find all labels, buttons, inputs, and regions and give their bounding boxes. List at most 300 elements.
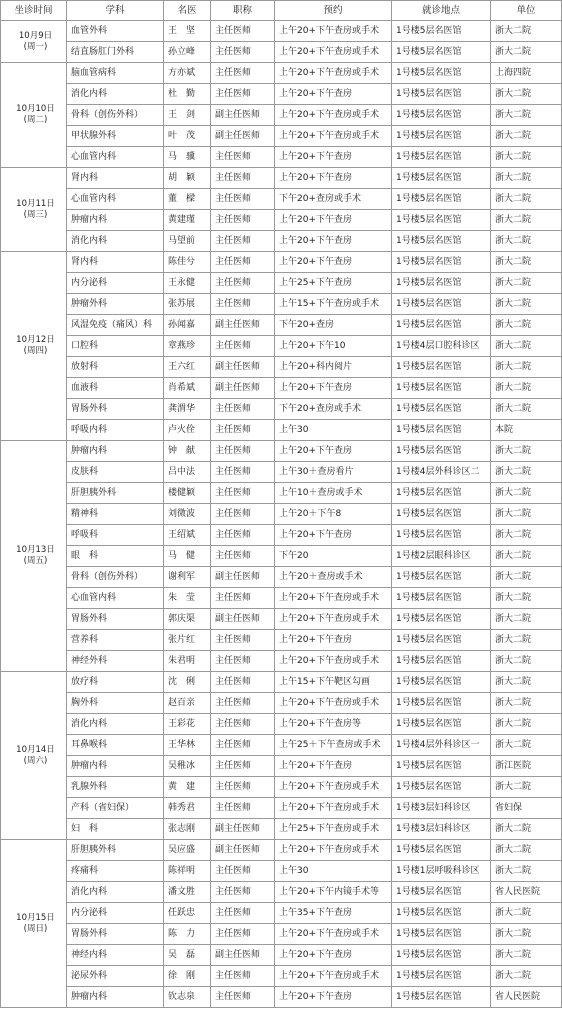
department-cell: 乳腺外科 xyxy=(67,777,164,798)
header-time: 坐诊时间 xyxy=(1,1,67,21)
table-row xyxy=(1,567,562,588)
header-unit: 单位 xyxy=(491,1,562,21)
title-cell: 主任医师 xyxy=(211,924,275,945)
table-row xyxy=(1,105,562,126)
appointment-cell: 上午35+下午查房 xyxy=(275,903,392,924)
unit-cell: 浙大二院 xyxy=(491,168,562,189)
table-row xyxy=(1,168,562,189)
doctor-cell: 章燕珍 xyxy=(164,336,211,357)
appointment-cell: 上午20+下午查房或手术 xyxy=(275,651,392,672)
table-row xyxy=(1,903,562,924)
title-cell: 主任医师 xyxy=(211,987,275,1008)
appointment-cell: 上午20+下午查房或手术 xyxy=(275,42,392,63)
appointment-cell: 上午20+下午查房 xyxy=(275,756,392,777)
table-row xyxy=(1,861,562,882)
location-cell: 1号楼5层名医馆 xyxy=(392,630,491,651)
table-row xyxy=(1,819,562,840)
table-row xyxy=(1,399,562,420)
unit-cell: 浙大二院 xyxy=(491,231,562,252)
unit-cell: 浙大二院 xyxy=(491,105,562,126)
location-cell: 1号楼5层名医馆 xyxy=(392,252,491,273)
title-cell: 主任医师 xyxy=(211,231,275,252)
location-cell: 1号楼5层名医馆 xyxy=(392,21,491,42)
department-cell: 神经外科 xyxy=(67,651,164,672)
title-cell: 主任医师 xyxy=(211,84,275,105)
location-cell: 1号楼5层名医馆 xyxy=(392,483,491,504)
table-row xyxy=(1,546,562,567)
table-row xyxy=(1,252,562,273)
unit-cell: 浙大二院 xyxy=(491,378,562,399)
unit-cell: 浙大二院 xyxy=(491,147,562,168)
location-cell: 1号楼1层呼吸科诊区 xyxy=(392,861,491,882)
location-cell: 1号楼5层名医馆 xyxy=(392,987,491,1008)
doctor-cell: 杜 勤 xyxy=(164,84,211,105)
unit-cell: 浙大二院 xyxy=(491,315,562,336)
unit-cell: 浙大二院 xyxy=(491,21,562,42)
table-row xyxy=(1,63,562,84)
appointment-cell: 上午20+下午查房 xyxy=(275,210,392,231)
location-cell: 1号楼5层名医馆 xyxy=(392,609,491,630)
header-department: 学科 xyxy=(67,1,164,21)
unit-cell: 浙大二院 xyxy=(491,504,562,525)
department-cell: 放射科 xyxy=(67,357,164,378)
appointment-cell: 下午20+查房或手术 xyxy=(275,399,392,420)
location-cell: 1号楼5层名医馆 xyxy=(392,504,491,525)
appointment-cell: 上午20+下午查房 xyxy=(275,84,392,105)
appointment-cell: 上午25＋下午查房或手术 xyxy=(275,735,392,756)
appointment-cell: 上午20+下午查房或手术 xyxy=(275,777,392,798)
unit-cell: 浙大二院 xyxy=(491,735,562,756)
table-row xyxy=(1,420,562,441)
appointment-cell: 下午20+查房或手术 xyxy=(275,189,392,210)
department-cell: 心血管内科 xyxy=(67,147,164,168)
unit-cell: 浙大二院 xyxy=(491,189,562,210)
weekday-label: (周二) xyxy=(23,115,48,125)
department-cell: 心血管内科 xyxy=(67,189,164,210)
department-cell: 甲状腺外科 xyxy=(67,126,164,147)
date-label: 10月10日 xyxy=(16,104,55,114)
unit-cell: 浙大二院 xyxy=(491,294,562,315)
location-cell: 1号楼5层名医馆 xyxy=(392,63,491,84)
title-cell: 主任医师 xyxy=(211,525,275,546)
table-row xyxy=(1,777,562,798)
header-row xyxy=(1,1,562,21)
title-cell: 副主任医师 xyxy=(211,357,275,378)
location-cell: 1号楼5层名医馆 xyxy=(392,42,491,63)
table-row xyxy=(1,231,562,252)
appointment-cell: 上午30 xyxy=(275,420,392,441)
table-row xyxy=(1,651,562,672)
unit-cell: 浙大二院 xyxy=(491,525,562,546)
title-cell: 主任医师 xyxy=(211,252,275,273)
appointment-cell: 上午20+下午查房 xyxy=(275,945,392,966)
appointment-cell: 上午30＋查房看片 xyxy=(275,462,392,483)
department-cell: 消化内科 xyxy=(67,231,164,252)
appointment-cell: 下午20+查房 xyxy=(275,315,392,336)
department-cell: 妇 科 xyxy=(67,819,164,840)
title-cell: 主任医师 xyxy=(211,21,275,42)
doctor-cell: 叶 茂 xyxy=(164,126,211,147)
title-cell: 主任医师 xyxy=(211,630,275,651)
appointment-cell: 上午20+下午查房或手术 xyxy=(275,693,392,714)
weekday-label: (周六) xyxy=(23,755,48,766)
department-cell: 消化内科 xyxy=(67,84,164,105)
appointment-cell: 上午20+下午查房 xyxy=(275,168,392,189)
doctor-cell: 吴 磊 xyxy=(164,945,211,966)
doctor-cell: 钦志泉 xyxy=(164,987,211,1008)
department-cell: 肿瘤内科 xyxy=(67,987,164,1008)
doctor-cell: 肖希斌 xyxy=(164,378,211,399)
title-cell: 副主任医师 xyxy=(211,105,275,126)
doctor-cell: 马 骥 xyxy=(164,147,211,168)
unit-cell: 浙大二院 xyxy=(491,252,562,273)
department-cell: 营养科 xyxy=(67,630,164,651)
department-cell: 消化内科 xyxy=(67,882,164,903)
table-row xyxy=(1,693,562,714)
weekday-label: (周日) xyxy=(23,923,48,934)
appointment-cell: 上午30 xyxy=(275,861,392,882)
location-cell: 1号楼4层口腔科诊区 xyxy=(392,336,491,357)
table-row xyxy=(1,609,562,630)
doctor-cell: 董 樑 xyxy=(164,189,211,210)
title-cell: 主任医师 xyxy=(211,672,275,693)
unit-cell: 上海四院 xyxy=(491,63,562,84)
title-cell: 主任医师 xyxy=(211,756,275,777)
doctor-cell: 孙立峰 xyxy=(164,42,211,63)
department-cell: 血管外科 xyxy=(67,21,164,42)
table-row xyxy=(1,798,562,819)
appointment-cell: 上午20+下午查房或手术 xyxy=(275,798,392,819)
department-cell: 脑血管病科 xyxy=(67,63,164,84)
department-cell: 消化内科 xyxy=(67,714,164,735)
unit-cell: 浙大二院 xyxy=(491,945,562,966)
appointment-cell: 上午20+下午查房 xyxy=(275,378,392,399)
doctor-cell: 马望前 xyxy=(164,231,211,252)
unit-cell: 浙大二院 xyxy=(491,567,562,588)
table-row xyxy=(1,840,562,861)
appointment-cell: 上午20+下午查房或手术 xyxy=(275,588,392,609)
location-cell: 1号楼5层名医馆 xyxy=(392,399,491,420)
table-row xyxy=(1,84,562,105)
department-cell: 胃肠外科 xyxy=(67,609,164,630)
table-row xyxy=(1,273,562,294)
table-row xyxy=(1,504,562,525)
unit-cell: 浙大二院 xyxy=(491,630,562,651)
doctor-cell: 朱君明 xyxy=(164,651,211,672)
location-cell: 1号楼5层名医馆 xyxy=(392,882,491,903)
date-label: 10月12日 xyxy=(16,335,55,345)
table-row xyxy=(1,987,562,1008)
location-cell: 1号楼3层妇科诊区 xyxy=(392,798,491,819)
unit-cell: 本院 xyxy=(491,420,562,441)
location-cell: 1号楼5层名医馆 xyxy=(392,126,491,147)
title-cell: 主任医师 xyxy=(211,735,275,756)
doctor-cell: 王 剑 xyxy=(164,105,211,126)
title-cell: 主任医师 xyxy=(211,273,275,294)
appointment-cell: 上午20+下午查房或手术 xyxy=(275,966,392,987)
department-cell: 内分泌科 xyxy=(67,903,164,924)
appointment-cell: 上午20+下午内镜手术等 xyxy=(275,882,392,903)
date-cell xyxy=(1,672,67,840)
appointment-cell: 上午20＋查房或手术 xyxy=(275,567,392,588)
location-cell: 1号楼5层名医馆 xyxy=(392,294,491,315)
department-cell: 肿瘤内科 xyxy=(67,756,164,777)
department-cell: 呼吸内科 xyxy=(67,420,164,441)
table-row xyxy=(1,441,562,462)
department-cell: 肾内科 xyxy=(67,252,164,273)
department-cell: 风湿免疫（痛风）科 xyxy=(67,315,164,336)
header-doctor: 名医 xyxy=(164,1,211,21)
title-cell: 主任医师 xyxy=(211,651,275,672)
weekday-label: (周四) xyxy=(23,346,48,356)
date-cell xyxy=(1,168,67,252)
department-cell: 精神科 xyxy=(67,504,164,525)
appointment-cell: 上午10＋查房或手术 xyxy=(275,483,392,504)
location-cell: 1号楼5层名医馆 xyxy=(392,210,491,231)
unit-cell: 浙江医院 xyxy=(491,756,562,777)
unit-cell: 浙大二院 xyxy=(491,399,562,420)
doctor-cell: 吕中法 xyxy=(164,462,211,483)
date-label: 10月15日 xyxy=(16,912,55,923)
location-cell: 1号楼5层名医馆 xyxy=(392,441,491,462)
unit-cell: 浙大二院 xyxy=(491,693,562,714)
doctor-cell: 赵百亲 xyxy=(164,693,211,714)
table-row xyxy=(1,21,562,42)
appointment-cell: 上午20+下午查房 xyxy=(275,987,392,1008)
appointment-cell: 上午15+下午靶区勾画 xyxy=(275,672,392,693)
location-cell: 1号楼5层名医馆 xyxy=(392,189,491,210)
doctor-cell: 王 坚 xyxy=(164,21,211,42)
unit-cell: 浙大二院 xyxy=(491,546,562,567)
unit-cell: 浙大二院 xyxy=(491,588,562,609)
unit-cell: 省妇保 xyxy=(491,798,562,819)
appointment-cell: 上午20+下午查房 xyxy=(275,525,392,546)
title-cell: 副主任医师 xyxy=(211,840,275,861)
title-cell: 主任医师 xyxy=(211,210,275,231)
date-label: 10月14日 xyxy=(16,744,55,755)
unit-cell: 浙大二院 xyxy=(491,273,562,294)
doctor-cell: 卢火佺 xyxy=(164,420,211,441)
weekday-label: (周三) xyxy=(23,209,48,220)
table-row xyxy=(1,882,562,903)
date-cell xyxy=(1,252,67,441)
department-cell: 结直肠肛门外科 xyxy=(67,42,164,63)
department-cell: 骨科（创伤外科） xyxy=(67,567,164,588)
doctor-cell: 吴稚冰 xyxy=(164,756,211,777)
department-cell: 泌尿外科 xyxy=(67,966,164,987)
unit-cell: 浙大二院 xyxy=(491,483,562,504)
doctor-cell: 孙闻嘉 xyxy=(164,315,211,336)
title-cell: 主任医师 xyxy=(211,63,275,84)
doctor-cell: 郭庆渠 xyxy=(164,609,211,630)
unit-cell: 浙大二院 xyxy=(491,336,562,357)
table-row xyxy=(1,210,562,231)
department-cell: 肾内科 xyxy=(67,168,164,189)
title-cell: 副主任医师 xyxy=(211,609,275,630)
appointment-cell: 上午15+下午查房或手术 xyxy=(275,294,392,315)
department-cell: 肝胆胰外科 xyxy=(67,483,164,504)
location-cell: 1号楼5层名医馆 xyxy=(392,168,491,189)
department-cell: 放疗科 xyxy=(67,672,164,693)
appointment-cell: 上午20+下午查房 xyxy=(275,630,392,651)
table-row xyxy=(1,714,562,735)
doctor-cell: 谢利军 xyxy=(164,567,211,588)
header-location: 就诊地点 xyxy=(392,1,491,21)
doctor-cell: 黄 建 xyxy=(164,777,211,798)
appointment-cell: 上午20+下午查房或手术 xyxy=(275,840,392,861)
title-cell: 主任医师 xyxy=(211,882,275,903)
department-cell: 皮肤科 xyxy=(67,462,164,483)
department-cell: 内分泌科 xyxy=(67,273,164,294)
location-cell: 1号楼5层名医馆 xyxy=(392,567,491,588)
doctor-cell: 钟 献 xyxy=(164,441,211,462)
table-row xyxy=(1,483,562,504)
title-cell: 副主任医师 xyxy=(211,126,275,147)
department-cell: 胸外科 xyxy=(67,693,164,714)
doctor-cell: 张志刚 xyxy=(164,819,211,840)
location-cell: 1号楼5层名医馆 xyxy=(392,651,491,672)
weekday-label: (周一) xyxy=(23,41,48,52)
doctor-cell: 陈祥明 xyxy=(164,861,211,882)
location-cell: 1号楼5层名医馆 xyxy=(392,105,491,126)
location-cell: 1号楼4层外科诊区二 xyxy=(392,462,491,483)
location-cell: 1号楼5层名医馆 xyxy=(392,966,491,987)
title-cell: 主任医师 xyxy=(211,588,275,609)
location-cell: 1号楼5层名医馆 xyxy=(392,273,491,294)
unit-cell: 浙大二院 xyxy=(491,609,562,630)
department-cell: 肿瘤内科 xyxy=(67,441,164,462)
title-cell: 副主任医师 xyxy=(211,378,275,399)
doctor-cell: 张片红 xyxy=(164,630,211,651)
title-cell: 副主任医师 xyxy=(211,945,275,966)
doctor-cell: 龚渭华 xyxy=(164,399,211,420)
title-cell: 主任医师 xyxy=(211,462,275,483)
title-cell: 主任医师 xyxy=(211,336,275,357)
title-cell: 主任医师 xyxy=(211,861,275,882)
title-cell: 主任医师 xyxy=(211,147,275,168)
department-cell: 产科（省妇保） xyxy=(67,798,164,819)
table-row xyxy=(1,147,562,168)
unit-cell: 浙大二院 xyxy=(491,441,562,462)
doctor-cell: 王彩花 xyxy=(164,714,211,735)
schedule-body xyxy=(1,21,562,1008)
doctor-cell: 任跃忠 xyxy=(164,903,211,924)
appointment-cell: 上午20+下午查房或手术 xyxy=(275,21,392,42)
location-cell: 1号楼3层妇科诊区 xyxy=(392,819,491,840)
date-cell xyxy=(1,21,67,63)
header-title: 职称 xyxy=(211,1,275,21)
department-cell: 神经内科 xyxy=(67,945,164,966)
appointment-cell: 上午20+下午10 xyxy=(275,336,392,357)
doctor-cell: 王永健 xyxy=(164,273,211,294)
appointment-cell: 上午20+科内阅片 xyxy=(275,357,392,378)
appointment-cell: 上午20+下午查房或手术 xyxy=(275,126,392,147)
location-cell: 1号楼4层外科诊区一 xyxy=(392,735,491,756)
appointment-cell: 上午20+下午查房或手术 xyxy=(275,105,392,126)
unit-cell: 省人民医院 xyxy=(491,987,562,1008)
appointment-cell: 下午20 xyxy=(275,546,392,567)
weekday-label: (周五) xyxy=(23,556,48,566)
location-cell: 1号楼5层名医馆 xyxy=(392,777,491,798)
unit-cell: 浙大二院 xyxy=(491,840,562,861)
location-cell: 1号楼5层名医馆 xyxy=(392,756,491,777)
table-row xyxy=(1,525,562,546)
unit-cell: 浙大二院 xyxy=(491,966,562,987)
location-cell: 1号楼5层名医馆 xyxy=(392,525,491,546)
unit-cell: 浙大二院 xyxy=(491,210,562,231)
location-cell: 1号楼5层名医馆 xyxy=(392,84,491,105)
department-cell: 胃肠外科 xyxy=(67,924,164,945)
unit-cell: 省人民医院 xyxy=(491,882,562,903)
unit-cell: 浙大二院 xyxy=(491,777,562,798)
location-cell: 1号楼5层名医馆 xyxy=(392,672,491,693)
table-row xyxy=(1,378,562,399)
doctor-cell: 朱 莹 xyxy=(164,588,211,609)
department-cell: 肿瘤内科 xyxy=(67,210,164,231)
location-cell: 1号楼5层名医馆 xyxy=(392,231,491,252)
department-cell: 耳鼻喉科 xyxy=(67,735,164,756)
table-row xyxy=(1,315,562,336)
doctor-cell: 楼健颖 xyxy=(164,483,211,504)
title-cell: 主任医师 xyxy=(211,483,275,504)
department-cell: 胃肠外科 xyxy=(67,399,164,420)
table-row xyxy=(1,189,562,210)
table-row xyxy=(1,924,562,945)
title-cell: 主任医师 xyxy=(211,420,275,441)
title-cell: 副主任医师 xyxy=(211,315,275,336)
doctor-cell: 吴应盛 xyxy=(164,840,211,861)
department-cell: 口腔科 xyxy=(67,336,164,357)
title-cell: 主任医师 xyxy=(211,714,275,735)
title-cell: 主任医师 xyxy=(211,42,275,63)
title-cell: 主任医师 xyxy=(211,903,275,924)
appointment-cell: 上午20＋下午8 xyxy=(275,504,392,525)
unit-cell: 浙大二院 xyxy=(491,357,562,378)
table-row xyxy=(1,735,562,756)
appointment-cell: 上午20+下午查房或手术 xyxy=(275,63,392,84)
appointment-cell: 上午20+下午查房或手术 xyxy=(275,609,392,630)
table-row xyxy=(1,294,562,315)
department-cell: 眼 科 xyxy=(67,546,164,567)
unit-cell: 浙大二院 xyxy=(491,84,562,105)
date-cell xyxy=(1,441,67,672)
title-cell: 主任医师 xyxy=(211,777,275,798)
appointment-cell: 上午25+下午查房或手术 xyxy=(275,819,392,840)
table-row xyxy=(1,966,562,987)
table-row xyxy=(1,672,562,693)
department-cell: 呼吸科 xyxy=(67,525,164,546)
unit-cell: 浙大二院 xyxy=(491,924,562,945)
location-cell: 1号楼5层名医馆 xyxy=(392,588,491,609)
doctor-cell: 王绍斌 xyxy=(164,525,211,546)
doctor-cell: 徐 刚 xyxy=(164,966,211,987)
appointment-cell: 上午20+下午查房或手术 xyxy=(275,924,392,945)
unit-cell: 浙大二院 xyxy=(491,819,562,840)
table-row xyxy=(1,756,562,777)
table-row xyxy=(1,126,562,147)
doctor-cell: 陈 力 xyxy=(164,924,211,945)
table-row xyxy=(1,336,562,357)
title-cell: 主任医师 xyxy=(211,546,275,567)
title-cell: 主任医师 xyxy=(211,693,275,714)
appointment-cell: 上午20+下午查房 xyxy=(275,252,392,273)
location-cell: 1号楼5层名医馆 xyxy=(392,378,491,399)
table-row xyxy=(1,462,562,483)
table-row xyxy=(1,357,562,378)
date-cell xyxy=(1,840,67,1008)
department-cell: 疼痛科 xyxy=(67,861,164,882)
doctor-cell: 方亦斌 xyxy=(164,63,211,84)
